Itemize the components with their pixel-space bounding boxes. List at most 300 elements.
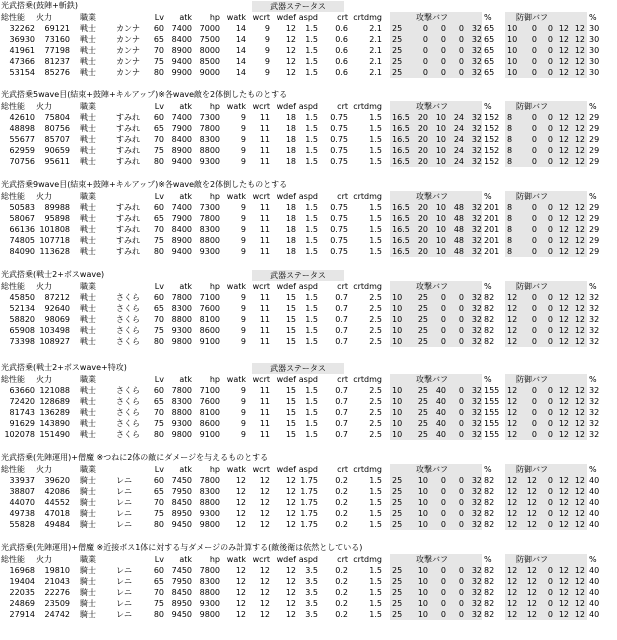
cell-watk: 12: [235, 520, 246, 529]
cell-b4: 24: [453, 113, 464, 122]
cell-wdef: 12: [285, 588, 296, 597]
cell-firepower: 85276: [44, 68, 70, 77]
cell-wcrt: 11: [259, 247, 270, 256]
cell-b2: 25: [417, 397, 428, 406]
cell-b3: 0: [440, 35, 446, 44]
header-job: 職業: [80, 192, 96, 201]
cell-job: 戦士: [80, 293, 96, 302]
cell-job: 戦士: [80, 337, 96, 346]
cell-def-buff: 12: [507, 337, 518, 346]
cell-atk: 7900: [171, 214, 192, 223]
cell-d5: 12: [574, 225, 585, 234]
cell-b2: 20: [417, 157, 428, 166]
section-title: 光武搭乗5wave目(結束+鼓陣+キルアップ)※各wave敵を2体倒したものとする: [1, 90, 288, 99]
cell-b5: 32: [471, 293, 482, 302]
cell-aspd: 1.5: [305, 225, 318, 234]
cell-b5: 32: [471, 135, 482, 144]
cell-def-buff-pct: 40: [589, 520, 600, 529]
cell-wcrt: 12: [259, 520, 270, 529]
cell-aspd: 1.5: [305, 293, 318, 302]
cell-watk: 9: [240, 236, 246, 245]
cell-crt: 0.6: [335, 57, 348, 66]
cell-aspd: 3.5: [305, 610, 318, 619]
header-wdef: wdef: [276, 375, 296, 384]
cell-aspd: 1.5: [305, 397, 318, 406]
cell-def-buff-pct: 32: [589, 304, 600, 313]
cell-hp: 7500: [199, 35, 220, 44]
header-firepower: 火力: [36, 13, 52, 22]
cell-d5: 12: [574, 157, 585, 166]
cell-crt: 0.75: [330, 124, 348, 133]
table-row: [0, 407, 617, 418]
header-atk-buff-pct: %: [484, 375, 492, 384]
cell-d3: 0: [547, 397, 553, 406]
cell-b4: 0: [458, 487, 464, 496]
cell-d4: 12: [558, 135, 569, 144]
header-row: [0, 191, 617, 202]
cell-wdef: 12: [285, 520, 296, 529]
cell-atk-buff-pct: 82: [484, 588, 495, 597]
cell-d5: 12: [574, 24, 585, 33]
cell-atk-buff-pct: 201: [484, 247, 500, 256]
cell-b5: 32: [471, 509, 482, 518]
header-crtdmg: crtdmg: [353, 465, 382, 474]
cell-firepower: 143890: [39, 419, 70, 428]
cell-d5: 12: [574, 46, 585, 55]
header-total-power: 総性能: [1, 102, 25, 111]
cell-aspd: 1.75: [300, 509, 318, 518]
cell-wdef: 18: [285, 135, 296, 144]
header-row: [0, 554, 617, 565]
cell-crtdmg: 2.1: [369, 46, 382, 55]
cell-d3: 0: [547, 247, 553, 256]
section-title: 光武搭乗(先陣運用)+僧魔 ※近接ボス1体に対する与ダメージのみ計算する(敵後衛は依然としている): [1, 543, 363, 552]
cell-d2: 0: [531, 326, 537, 335]
cell-firepower: 107718: [39, 236, 70, 245]
cell-b4: 0: [458, 337, 464, 346]
cell-d2: 0: [531, 304, 537, 313]
cell-aspd: 1.5: [305, 113, 318, 122]
cell-name: カンナ: [116, 68, 140, 77]
cell-watk: 9: [240, 315, 246, 324]
header-firepower: 火力: [36, 555, 52, 564]
cell-job: 騎士: [80, 566, 96, 575]
cell-wdef: 18: [285, 113, 296, 122]
cell-hp: 9800: [199, 610, 220, 619]
cell-d3: 0: [547, 113, 553, 122]
cell-aspd: 1.75: [300, 476, 318, 485]
cell-b4: 0: [458, 293, 464, 302]
cell-hp: 7100: [199, 293, 220, 302]
cell-aspd: 1.5: [305, 430, 318, 439]
cell-lv: 70: [153, 135, 164, 144]
cell-total-power: 16968: [9, 566, 35, 575]
cell-watk: 9: [240, 135, 246, 144]
cell-lv: 70: [153, 315, 164, 324]
cell-d5: 12: [574, 146, 585, 155]
cell-atk-buff: 16.5: [392, 146, 410, 155]
cell-d2: 12: [526, 476, 537, 485]
cell-d5: 12: [574, 498, 585, 507]
header-aspd: aspd: [298, 375, 318, 384]
cell-atk-buff: 25: [392, 498, 403, 507]
cell-d4: 12: [558, 24, 569, 33]
cell-aspd: 1.5: [305, 214, 318, 223]
cell-atk-buff: 10: [392, 386, 403, 395]
cell-watk: 12: [235, 498, 246, 507]
table-row: [0, 303, 617, 314]
cell-atk-buff: 25: [392, 599, 403, 608]
header-aspd: aspd: [298, 282, 318, 291]
cell-b2: 20: [417, 146, 428, 155]
cell-watk: 9: [240, 203, 246, 212]
cell-crt: 0.75: [330, 113, 348, 122]
cell-lv: 65: [153, 35, 164, 44]
cell-wdef: 15: [285, 304, 296, 313]
cell-b2: 20: [417, 135, 428, 144]
header-watk: watk: [226, 375, 246, 384]
cell-wdef: 15: [285, 337, 296, 346]
cell-name: すみれ: [116, 113, 140, 122]
cell-watk: 14: [235, 24, 246, 33]
cell-atk-buff-pct: 155: [484, 408, 500, 417]
table-row: [0, 497, 617, 508]
cell-aspd: 1.75: [300, 498, 318, 507]
cell-name: すみれ: [116, 146, 140, 155]
cell-job: 戦士: [80, 397, 96, 406]
cell-d5: 12: [574, 113, 585, 122]
section-title: 光武搭乗(戦士2+ボスwave): [1, 270, 105, 279]
section-title: 光武搭乗(鼓陣+斬鉄): [1, 1, 78, 10]
cell-aspd: 3.5: [305, 566, 318, 575]
cell-def-buff: 10: [507, 46, 518, 55]
cell-b2: 10: [417, 610, 428, 619]
cell-total-power: 74805: [9, 236, 35, 245]
cell-hp: 8800: [199, 588, 220, 597]
cell-watk: 12: [235, 588, 246, 597]
header-job: 職業: [80, 465, 96, 474]
cell-b2: 10: [417, 599, 428, 608]
table-row: [0, 123, 617, 134]
cell-lv: 75: [153, 326, 164, 335]
cell-hp: 8100: [199, 315, 220, 324]
cell-name: レニ: [116, 498, 132, 507]
cell-def-buff: 12: [507, 408, 518, 417]
header-watk: watk: [226, 192, 246, 201]
cell-hp: 7000: [199, 24, 220, 33]
cell-b2: 0: [422, 68, 428, 77]
cell-d4: 12: [558, 124, 569, 133]
table-row: [0, 67, 617, 78]
cell-firepower: 39620: [44, 476, 70, 485]
cell-firepower: 47018: [44, 509, 70, 518]
cell-crtdmg: 2.5: [369, 326, 382, 335]
cell-def-buff-pct: 32: [589, 315, 600, 324]
cell-atk-buff: 16.5: [392, 124, 410, 133]
header-job: 職業: [80, 375, 96, 384]
cell-def-buff: 8: [507, 113, 513, 122]
header-firepower: 火力: [36, 465, 52, 474]
header-crt: crt: [337, 465, 348, 474]
table-row: [0, 246, 617, 257]
cell-d3: 0: [547, 566, 553, 575]
cell-wcrt: 12: [259, 487, 270, 496]
cell-d4: 12: [558, 509, 569, 518]
cell-d5: 12: [574, 203, 585, 212]
cell-def-buff-pct: 29: [589, 225, 600, 234]
cell-d2: 0: [531, 397, 537, 406]
cell-name: さくら: [116, 293, 140, 302]
cell-watk: 9: [240, 397, 246, 406]
cell-total-power: 58820: [9, 315, 35, 324]
cell-d5: 12: [574, 68, 585, 77]
cell-atk-buff-pct: 82: [484, 304, 495, 313]
cell-def-buff: 12: [507, 397, 518, 406]
cell-watk: 9: [240, 146, 246, 155]
cell-crtdmg: 1.5: [369, 247, 382, 256]
cell-job: 戦士: [80, 68, 96, 77]
cell-total-power: 102078: [4, 430, 35, 439]
cell-name: すみれ: [116, 203, 140, 212]
header-hp: hp: [209, 13, 220, 22]
cell-job: 戦士: [80, 419, 96, 428]
cell-atk-buff: 10: [392, 430, 403, 439]
cell-name: レニ: [116, 599, 132, 608]
cell-job: 騎士: [80, 487, 96, 496]
cell-crt: 0.2: [335, 566, 348, 575]
cell-d4: 12: [558, 304, 569, 313]
cell-firepower: 69121: [44, 24, 70, 33]
cell-d5: 12: [574, 419, 585, 428]
cell-name: すみれ: [116, 247, 140, 256]
cell-aspd: 1.5: [305, 46, 318, 55]
cell-total-power: 58067: [9, 214, 35, 223]
cell-atk-buff-pct: 201: [484, 203, 500, 212]
cell-firepower: 77198: [44, 46, 70, 55]
cell-wcrt: 12: [259, 566, 270, 575]
cell-job: 戦士: [80, 46, 96, 55]
header-wdef: wdef: [276, 192, 296, 201]
header-wdef: wdef: [276, 282, 296, 291]
cell-hp: 9100: [199, 337, 220, 346]
cell-def-buff-pct: 40: [589, 566, 600, 575]
cell-b2: 25: [417, 315, 428, 324]
cell-atk: 7400: [171, 113, 192, 122]
cell-firepower: 103498: [39, 326, 70, 335]
cell-b3: 0: [440, 68, 446, 77]
cell-lv: 75: [153, 509, 164, 518]
cell-crt: 0.2: [335, 610, 348, 619]
header-atk-buff: 攻撃バフ: [416, 282, 448, 291]
cell-crt: 0.75: [330, 157, 348, 166]
weapon-status-label: 武器ステータス: [252, 270, 344, 281]
cell-lv: 65: [153, 577, 164, 586]
cell-lv: 75: [153, 57, 164, 66]
cell-def-buff-pct: 32: [589, 293, 600, 302]
cell-b3: 0: [440, 304, 446, 313]
cell-wcrt: 12: [259, 577, 270, 586]
cell-firepower: 23509: [44, 599, 70, 608]
cell-crt: 0.7: [335, 304, 348, 313]
cell-atk-buff-pct: 155: [484, 419, 500, 428]
header-firepower: 火力: [36, 375, 52, 384]
cell-atk-buff-pct: 82: [484, 487, 495, 496]
cell-job: 戦士: [80, 214, 96, 223]
cell-wcrt: 9: [264, 46, 270, 55]
cell-crt: 0.6: [335, 24, 348, 33]
cell-b4: 0: [458, 68, 464, 77]
cell-crtdmg: 2.5: [369, 386, 382, 395]
cell-atk-buff-pct: 155: [484, 397, 500, 406]
header-crtdmg: crtdmg: [353, 555, 382, 564]
cell-b5: 32: [471, 487, 482, 496]
cell-def-buff-pct: 40: [589, 599, 600, 608]
cell-name: さくら: [116, 397, 140, 406]
cell-atk-buff: 16.5: [392, 225, 410, 234]
header-hp: hp: [209, 282, 220, 291]
cell-b3: 0: [440, 487, 446, 496]
cell-d4: 12: [558, 214, 569, 223]
table-row: [0, 429, 617, 440]
cell-total-power: 70756: [9, 157, 35, 166]
cell-watk: 9: [240, 214, 246, 223]
cell-b3: 0: [440, 293, 446, 302]
cell-d3: 0: [547, 476, 553, 485]
cell-total-power: 36930: [9, 35, 35, 44]
header-aspd: aspd: [298, 102, 318, 111]
cell-b4: 0: [458, 476, 464, 485]
cell-total-power: 48898: [9, 124, 35, 133]
cell-b4: 48: [453, 247, 464, 256]
cell-def-buff: 8: [507, 124, 513, 133]
cell-atk-buff-pct: 82: [484, 476, 495, 485]
cell-atk: 7800: [171, 386, 192, 395]
cell-d2: 0: [531, 236, 537, 245]
header-wdef: wdef: [276, 102, 296, 111]
header-wcrt: wcrt: [252, 555, 270, 564]
cell-total-power: 65908: [9, 326, 35, 335]
cell-d4: 12: [558, 588, 569, 597]
cell-total-power: 63660: [9, 386, 35, 395]
header-aspd: aspd: [298, 13, 318, 22]
cell-b5: 32: [471, 498, 482, 507]
cell-lv: 65: [153, 304, 164, 313]
cell-def-buff: 12: [507, 599, 518, 608]
cell-d4: 12: [558, 157, 569, 166]
cell-wdef: 12: [285, 68, 296, 77]
header-def-buff-pct: %: [589, 375, 597, 384]
header-watk: watk: [226, 282, 246, 291]
weapon-status-label: 武器ステータス: [252, 1, 344, 12]
cell-name: レニ: [116, 610, 132, 619]
cell-b2: 25: [417, 304, 428, 313]
cell-hp: 7600: [199, 397, 220, 406]
cell-total-power: 19404: [9, 577, 35, 586]
cell-b3: 0: [440, 315, 446, 324]
cell-atk: 9800: [171, 430, 192, 439]
cell-def-buff: 12: [507, 430, 518, 439]
section-title: 光武搭乗9wave目(結束+鼓陣+キルアップ)※各wave敵を2体倒したものとする: [1, 180, 288, 189]
table-row: [0, 213, 617, 224]
cell-atk: 8800: [171, 315, 192, 324]
cell-d5: 12: [574, 304, 585, 313]
cell-d2: 12: [526, 509, 537, 518]
cell-wcrt: 12: [259, 476, 270, 485]
cell-d2: 12: [526, 520, 537, 529]
cell-d4: 12: [558, 566, 569, 575]
cell-b4: 0: [458, 386, 464, 395]
cell-b2: 10: [417, 588, 428, 597]
cell-b5: 32: [471, 430, 482, 439]
cell-b3: 0: [440, 57, 446, 66]
header-def-buff: 防御バフ: [516, 465, 548, 474]
cell-job: 戦士: [80, 304, 96, 313]
cell-hp: 9000: [199, 68, 220, 77]
header-lv: Lv: [154, 13, 164, 22]
cell-d4: 12: [558, 203, 569, 212]
cell-b5: 32: [471, 57, 482, 66]
cell-def-buff: 10: [507, 68, 518, 77]
header-row: [0, 374, 617, 385]
cell-b5: 32: [471, 476, 482, 485]
cell-d3: 0: [547, 157, 553, 166]
cell-job: 戦士: [80, 315, 96, 324]
cell-b3: 10: [435, 113, 446, 122]
cell-atk: 8300: [171, 397, 192, 406]
cell-firepower: 24742: [44, 610, 70, 619]
section-title: 光武搭乗(戦士2+ボスwave+特攻): [1, 363, 127, 372]
cell-firepower: 49484: [44, 520, 70, 529]
cell-crt: 0.6: [335, 68, 348, 77]
cell-crtdmg: 1.5: [369, 124, 382, 133]
cell-atk-buff: 16.5: [392, 203, 410, 212]
cell-job: 戦士: [80, 430, 96, 439]
cell-d3: 0: [547, 293, 553, 302]
table-row: [0, 418, 617, 429]
cell-job: 戦士: [80, 57, 96, 66]
cell-atk: 8900: [171, 46, 192, 55]
cell-b3: 10: [435, 247, 446, 256]
cell-crtdmg: 1.5: [369, 135, 382, 144]
cell-d5: 12: [574, 326, 585, 335]
cell-b2: 10: [417, 520, 428, 529]
cell-name: さくら: [116, 315, 140, 324]
cell-d2: 12: [526, 566, 537, 575]
cell-b2: 20: [417, 236, 428, 245]
table-row: [0, 576, 617, 587]
cell-d2: 0: [531, 35, 537, 44]
cell-atk-buff-pct: 82: [484, 315, 495, 324]
cell-watk: 9: [240, 157, 246, 166]
cell-b2: 20: [417, 247, 428, 256]
table-row: [0, 475, 617, 486]
cell-b4: 48: [453, 236, 464, 245]
cell-d5: 12: [574, 315, 585, 324]
cell-atk: 7800: [171, 293, 192, 302]
cell-firepower: 44552: [44, 498, 70, 507]
cell-b4: 0: [458, 24, 464, 33]
cell-def-buff: 8: [507, 146, 513, 155]
cell-aspd: 1.5: [305, 408, 318, 417]
cell-atk-buff-pct: 201: [484, 214, 500, 223]
cell-d2: 0: [531, 146, 537, 155]
cell-b3: 0: [440, 24, 446, 33]
cell-watk: 14: [235, 68, 246, 77]
cell-atk: 8450: [171, 498, 192, 507]
cell-atk-buff: 16.5: [392, 214, 410, 223]
cell-job: 騎士: [80, 577, 96, 586]
cell-b5: 32: [471, 397, 482, 406]
